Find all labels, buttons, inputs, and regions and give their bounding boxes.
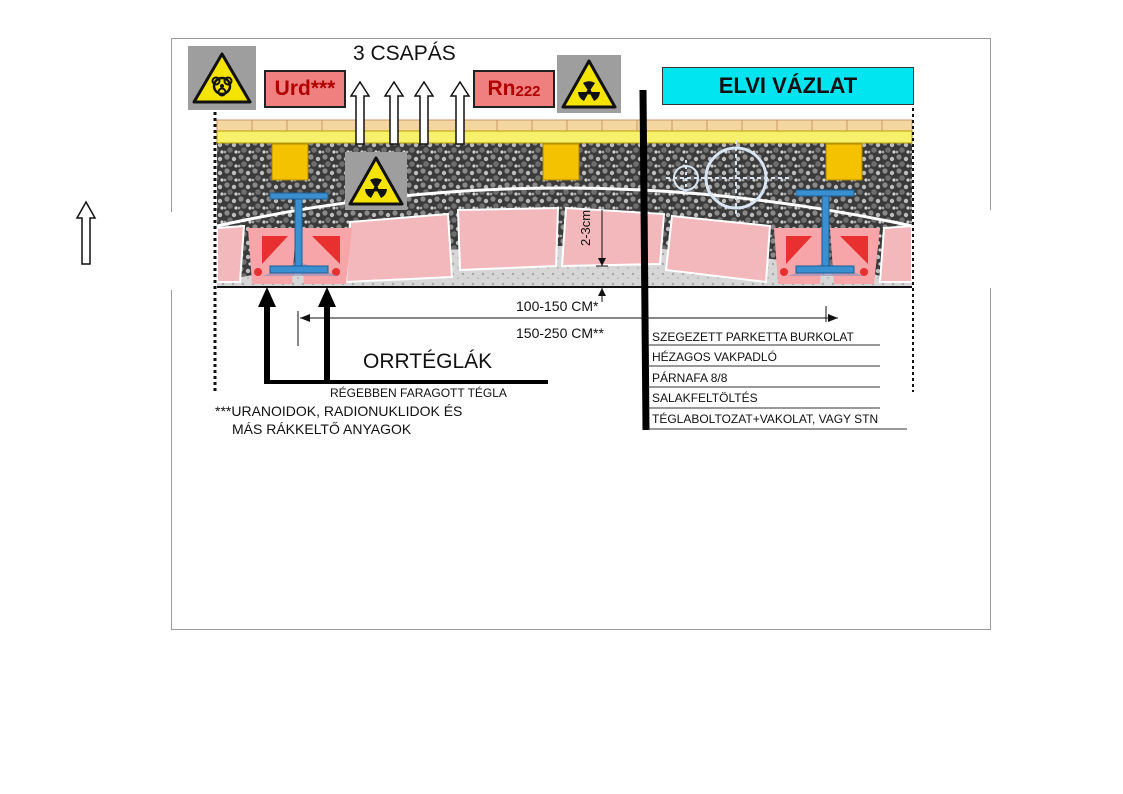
parquet-layer (217, 120, 912, 143)
layer-label: SZEGEZETT PARKETTA BURKOLAT (652, 330, 854, 344)
rn-label-text: Rn (487, 77, 516, 100)
radiation-icon (557, 55, 621, 113)
orrteglak-title: ORRTÉGLÁK (363, 350, 493, 373)
biohazard-icon (188, 46, 256, 110)
page-title (662, 67, 914, 105)
section-divider (643, 90, 646, 430)
layer-label: SALAKFELTÖLTÉS (652, 391, 758, 405)
orrteglak-subtitle: RÉGEBBEN FARAGOTT TÉGLA (330, 386, 507, 400)
layer-label: PÁRNAFA 8/8 (652, 371, 728, 385)
up-arrow-icon (77, 202, 95, 264)
layer-label: HÉZAGOS VAKPADLÓ (652, 350, 777, 364)
height-dimension-label: 2-3cm (578, 209, 593, 246)
csapas-label: 3 CSAPÁS (353, 42, 456, 65)
footnote-line-2: MÁS RÁKKELTŐ ANYAGOK (232, 421, 412, 437)
rn-label (473, 70, 555, 108)
purlin (543, 144, 579, 180)
footnote-line-1: ***URANOIDOK, RADIONUKLIDOK ÉS (215, 403, 463, 419)
radiation-icon (345, 152, 407, 210)
span-dimension-1: 100-150 CM* (516, 298, 599, 314)
purlin (826, 144, 862, 180)
title-text: ELVI VÁZLAT (718, 73, 858, 98)
rn-subscript: 222 (515, 83, 541, 100)
span-dimension-2: 150-250 CM** (516, 325, 604, 341)
layer-label: TÉGLABOLTOZAT+VAKOLAT, VAGY STN (652, 412, 879, 426)
urd-label (264, 70, 346, 108)
urd-label-text: Urd*** (274, 77, 336, 100)
purlin (272, 144, 308, 180)
